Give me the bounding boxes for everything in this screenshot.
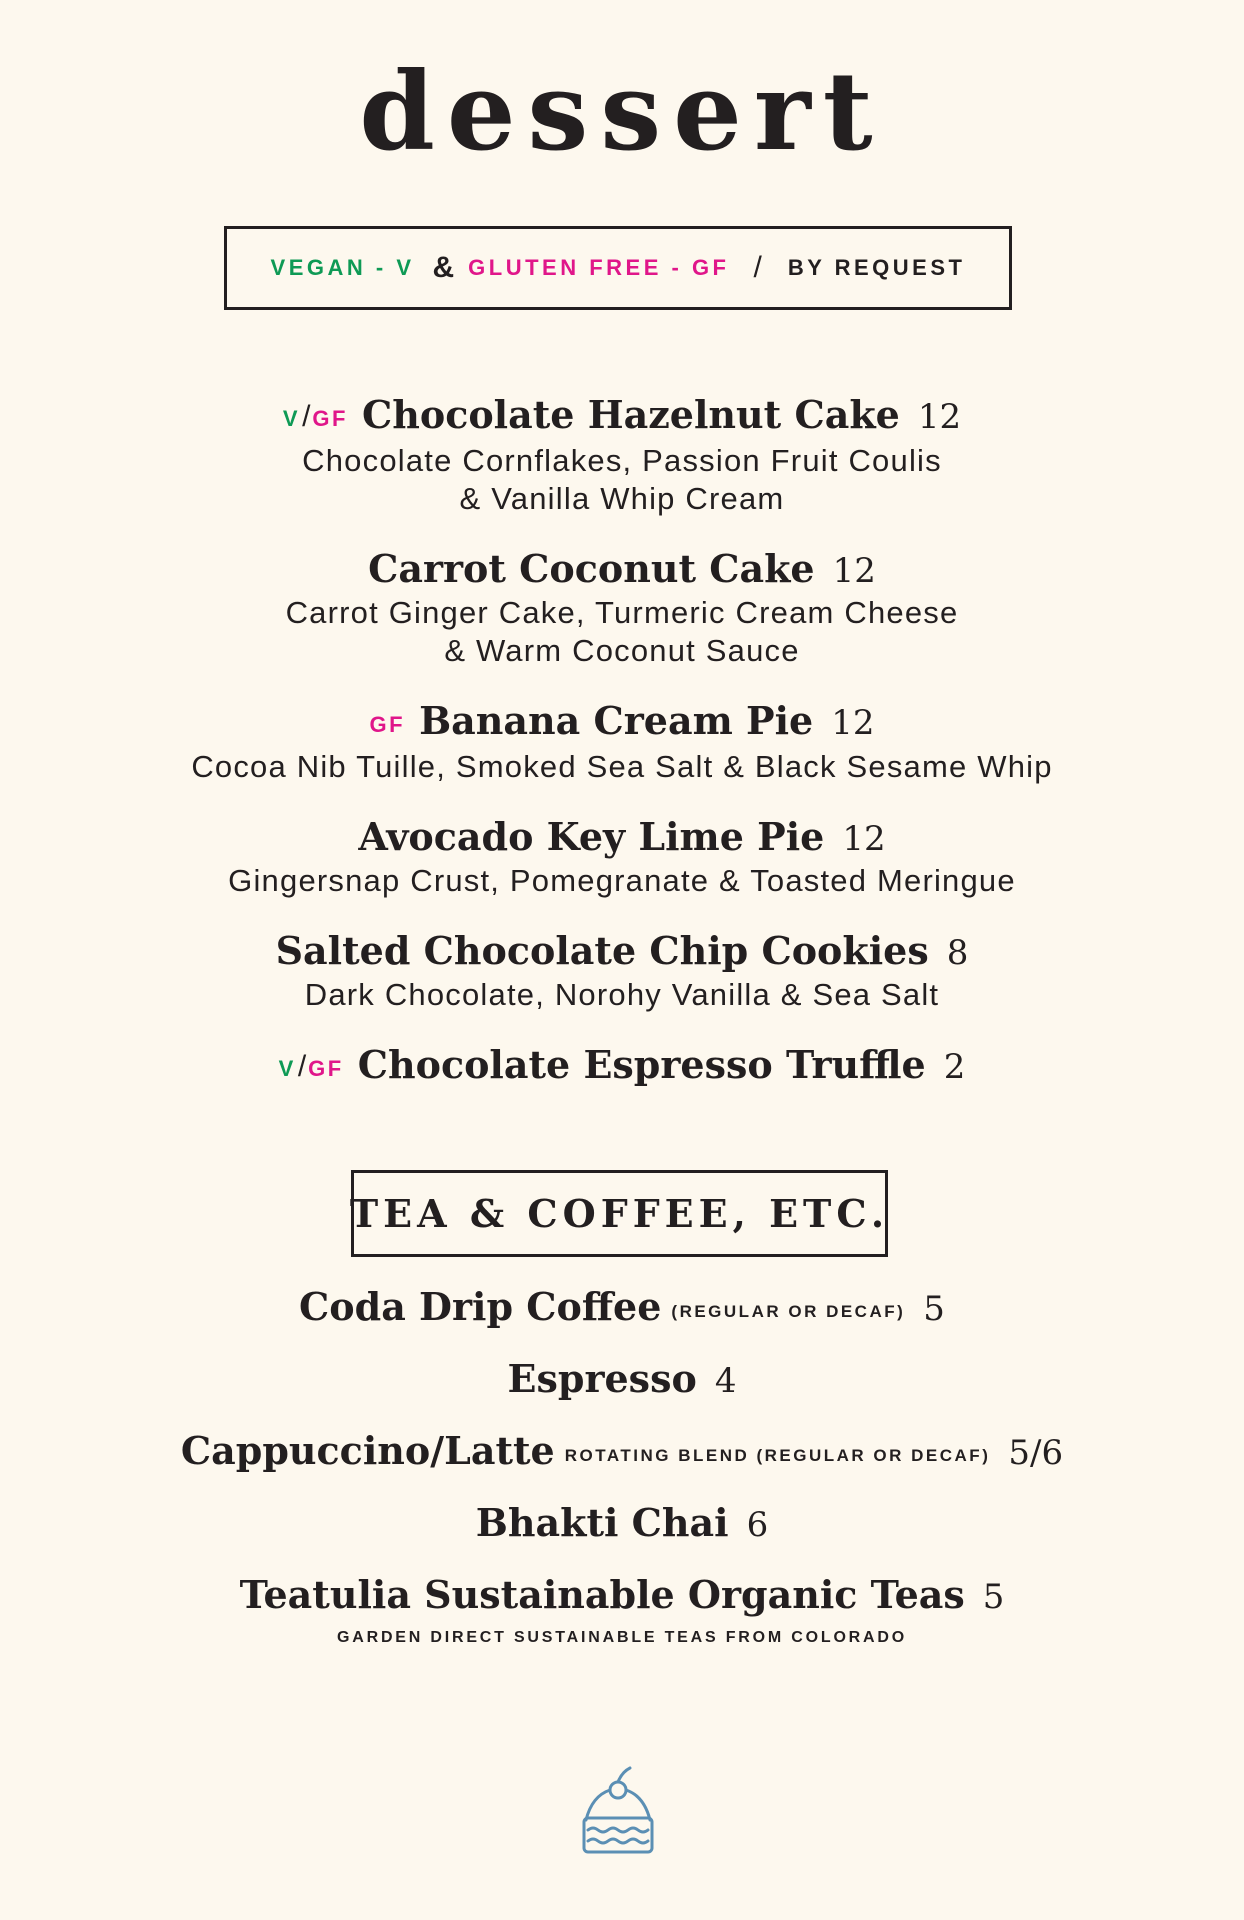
- item-price: 12: [832, 551, 876, 591]
- dietary-tags: [278, 1050, 344, 1083]
- drink-name: Cappuccino/Latte: [180, 1428, 555, 1473]
- tag-separator: /: [297, 1050, 307, 1083]
- item-description-cont: & Warm Coconut Sauce: [444, 633, 800, 668]
- drink-note: ROTATING BLEND (REGULAR OR DECAF): [564, 1446, 991, 1465]
- gluten-free-tag: GF: [312, 406, 348, 431]
- item-price: 12: [917, 397, 962, 437]
- drink-name: Teatulia Sustainable Organic Teas: [239, 1572, 965, 1617]
- item-price: 12: [831, 703, 875, 743]
- menu-item: [0, 698, 1244, 786]
- dessert-list: [0, 392, 1244, 1120]
- legend-by-request: BY REQUEST: [787, 255, 966, 280]
- item-price: 12: [842, 819, 886, 859]
- item-description: Dark Chocolate, Norohy Vanilla & Sea Salt: [304, 977, 940, 1012]
- item-name: Banana Cream Pie: [419, 698, 814, 743]
- drink-subtitle: GARDEN DIRECT SUSTAINABLE TEAS FROM COLORADO: [336, 1629, 907, 1646]
- dietary-tags: [370, 712, 406, 737]
- drink-price: 5: [923, 1289, 945, 1329]
- drink-price: 5: [982, 1577, 1005, 1617]
- item-name: Chocolate Espresso Truffle: [357, 1042, 926, 1087]
- legend-slash: /: [753, 251, 762, 284]
- legend-gluten-free: GLUTEN FREE - GF: [468, 255, 730, 280]
- drink-note: (REGULAR OR DECAF): [671, 1302, 906, 1321]
- drink-name: Bhakti Chai: [475, 1500, 729, 1545]
- page-title: dessert: [359, 49, 885, 175]
- tag-separator: /: [302, 400, 311, 433]
- menu-item: [0, 546, 1244, 670]
- drink-item: [0, 1284, 1244, 1356]
- drink-name: Coda Drip Coffee: [299, 1284, 662, 1329]
- menu-item: [0, 814, 1244, 900]
- drink-price: 4: [714, 1361, 737, 1401]
- drinks-heading: TEA & COFFEE, ETC.: [351, 1170, 888, 1257]
- dietary-tags: [282, 400, 348, 433]
- drink-item: [0, 1356, 1244, 1428]
- item-description-cont: & Vanilla Whip Cream: [459, 481, 785, 516]
- item-price: 2: [943, 1047, 966, 1087]
- drink-name: Espresso: [507, 1356, 697, 1401]
- menu-item: [0, 1042, 1244, 1092]
- item-price: 8: [946, 933, 969, 973]
- drink-price: 6: [746, 1505, 769, 1545]
- drinks-list: [0, 1284, 1244, 1648]
- drink-price: 5/6: [1008, 1433, 1064, 1473]
- dietary-legend: [224, 226, 1012, 310]
- item-name: Carrot Coconut Cake: [368, 546, 815, 591]
- item-name: Avocado Key Lime Pie: [358, 814, 825, 859]
- legend-ampersand: &: [432, 251, 455, 284]
- gluten-free-tag: GF: [308, 1056, 344, 1081]
- menu-item: [0, 928, 1244, 1014]
- cake-slice-icon: [578, 1762, 658, 1858]
- vegan-tag: V: [282, 406, 301, 431]
- legend-vegan: VEGAN - V: [270, 255, 415, 280]
- item-description: Carrot Ginger Cake, Turmeric Cream Cheese: [285, 595, 959, 630]
- gluten-free-tag: GF: [369, 712, 406, 737]
- item-description: Cocoa Nib Tuille, Smoked Sea Salt & Black Sesame Whip: [191, 749, 1053, 784]
- item-name: Chocolate Hazelnut Cake: [361, 392, 900, 437]
- item-description: Gingersnap Crust, Pomegranate & Toasted Meringue: [228, 863, 1016, 898]
- drink-item: [0, 1428, 1244, 1500]
- item-description: Chocolate Cornflakes, Passion Fruit Coulis: [302, 443, 942, 478]
- item-name: Salted Chocolate Chip Cookies: [275, 928, 929, 973]
- menu-item: [0, 392, 1244, 518]
- drink-item: [0, 1500, 1244, 1572]
- vegan-tag: V: [278, 1056, 296, 1081]
